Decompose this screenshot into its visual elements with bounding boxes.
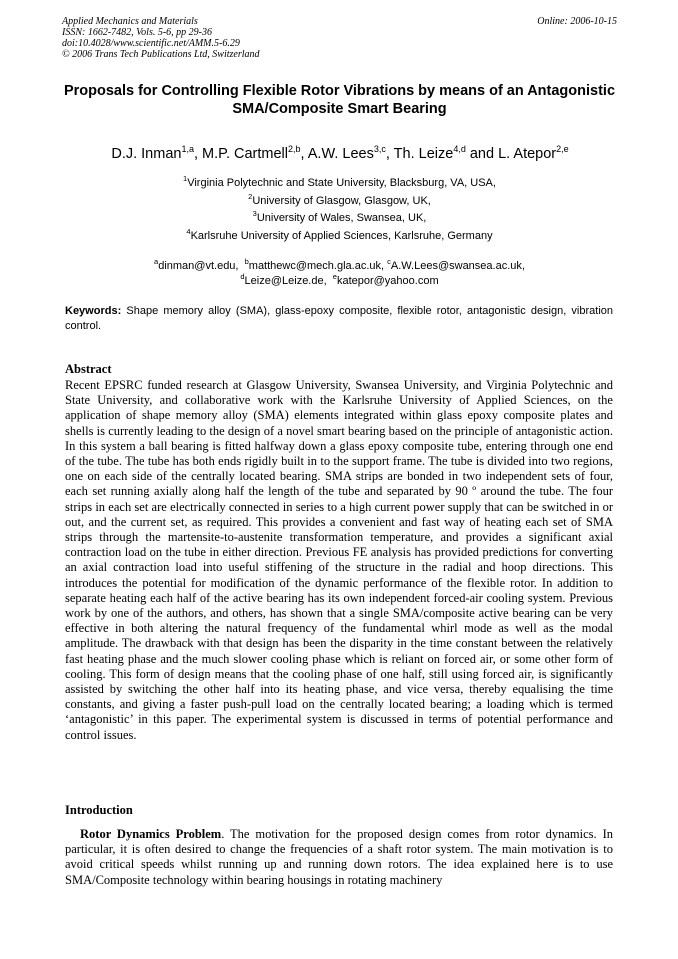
email-e[interactable]: katepor@yahoo.com [336,275,439,287]
email-line [62,259,617,274]
email-sup: c [387,257,391,266]
affiliation-sup: 2 [248,191,253,201]
author-sup: 4,d [453,144,466,154]
email-sup: e [332,272,337,281]
affiliation-list [62,175,617,245]
affiliation [62,228,617,246]
email-sup: a [154,257,159,266]
journal-issn: ISSN: 1662-7482, Vols. 5-6, pp 29-36 [62,27,212,38]
email-list [62,259,617,289]
affiliation [62,193,617,211]
abstract-heading: Abstract [65,362,112,376]
email-c[interactable]: A.W.Lees@swansea.ac.uk, [390,260,525,272]
author-sep: and [465,146,499,162]
email-sup: b [244,257,249,266]
author-name: M.P. Cartmell [202,146,288,162]
email-b[interactable]: matthewc@mech.gla.ac.uk, [248,260,385,272]
author-sup: 1,a [181,144,194,154]
author-name: Th. Leize [393,146,454,162]
author-name: L. Atepor [498,146,557,162]
affiliation-sup: 3 [252,209,257,219]
affiliation-text: Virginia Polytechnic and State University, Blacksburg, VA, USA, [187,177,496,189]
abstract-body: Recent EPSRC funded research at Glasgow University, Swansea University, and Virginia Polytechnic and State University, and collaborative work with the Karlsruhe University of Applied Sciences, on the application of shape memory alloy (SMA) elements integrated within glass epoxy composite plates and shells is currently leading to the design of a novel smart bearing based on the principle of antagonistic action. In this system a ball bearing is fitted halfway down a glass epoxy composite tube, entering through one end of the tube. The tube has both ends rigidly built in to the support frame. The tube is divided into two regions, one on each side of the centrally located bearing. SMA strips are bonded in two independent sets of four, each set running axially along half the length of the tube and separated by 90 º around the tube. The four strips in each set are electrically connected in series to a high current power supply that can be switched in or out, and the current set, as required. This provides a convenient and fast way of heating each set of SMA strips through the martensite-to-austenite transformation temperature, and provides a significant axial contraction load on the tube in either direction. Previous FE analysis has provided predictions for converting an axial contraction load into useful stiffening of the structure in the radial and hoop directions. This introduces the potential for modification of the dynamic performance of the flexible rotor. In addition to separate heating each half of the active bearing has its own independent forced-air cooling system. Previous work by one of the authors, and others, has shown that a single SMA/composite active bearing can be very effective in both altering the natural frequency of the fundamental whirl mode as well as the modal amplitude. The drawback with that design has been the disparity in the time constant between the relatively fast heating phase and the much slower cooling phase which is reliant on forced air, or some other form of cooling. This form of design means that the cooling phase of one half, still using forced air, is significantly assisted by switching the other half into its heating phase, and vice versa, thereby equalising the time constants, and giving a faster push-pull load on the centrally located bearing; a loading which is termed ‘antagonistic’ in this paper. The experimental system is discussed in terms of potential performance and control issues. [65,378,613,742]
introduction-text: . The motivation for the proposed design comes from rotor dynamics. In particular, it is often desired to change the frequencies of a shaft rotor system. The main motivation is to avoid critical speeds whilst running up and running down rotors. The idea explained here is to use SMA/Composite technology within bearing housings in rotating machinery [65,827,613,887]
paper-title: Proposals for Controlling Flexible Rotor Vibrations by means of an Antagonistic SMA/Composite Smart Bearing [63,83,616,117]
author-name: A.W. Lees [307,146,374,162]
affiliation-text: University of Glasgow, Glasgow, UK, [252,194,431,207]
author-sep: , [300,146,308,162]
author-sup: 3,c [373,144,386,154]
affiliation-sup: 4 [186,226,191,236]
affiliation-text: University of Wales, Swansea, UK, [256,212,427,225]
email-d[interactable]: Leize@Leize.de, [244,275,327,287]
email-sup: d [240,272,245,281]
keywords-text: Shape memory alloy (SMA), glass-epoxy composite, flexible rotor, antagonistic design, vibration control. [65,305,613,332]
introduction-subheading: Rotor Dynamics Problem [80,827,222,841]
journal-name: Applied Mechanics and Materials [62,16,198,27]
keywords [65,304,613,334]
affiliation-text: Karlsruhe University of Applied Sciences, Karlsruhe, Germany [190,229,493,242]
introduction-heading: Introduction [65,803,133,817]
affiliation-sup: 1 [183,174,188,183]
journal-header [62,16,617,60]
affiliation [62,175,617,193]
affiliation [62,210,617,228]
journal-copyright: © 2006 Trans Tech Publications Ltd, Switzerland [62,49,260,60]
author-sup: 2,e [556,144,569,154]
journal-info [62,16,260,60]
author-sep: , [385,146,394,162]
online-date: Online: 2006-10-15 [537,16,617,27]
author-list [40,145,640,163]
author-sup: 2,b [287,144,301,154]
author-name: D.J. Inman [111,146,182,162]
email-line [62,274,617,289]
introduction-body [65,827,613,888]
keywords-label: Keywords: [65,305,122,317]
email-a[interactable]: dinman@vt.edu, [158,260,239,272]
journal-doi: doi:10.4028/www.scientific.net/AMM.5-6.29 [62,38,240,49]
author-sep: , [193,146,203,162]
